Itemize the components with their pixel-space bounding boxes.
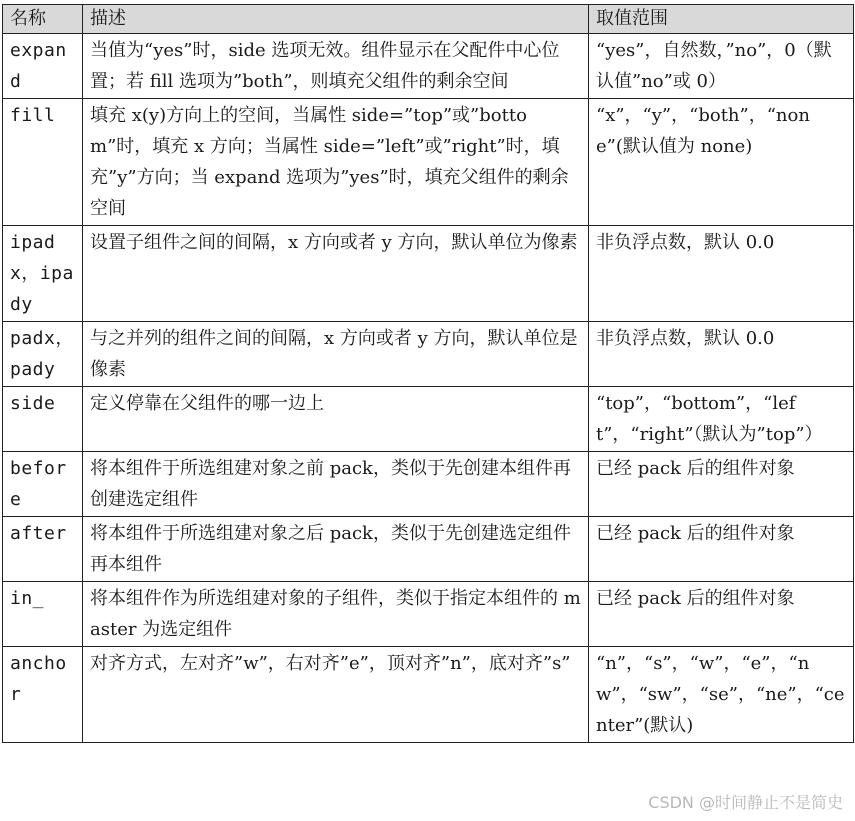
option-description: 将本组件于所选组建对象之后 pack，类似于先创建选定组件再本组件	[83, 517, 589, 582]
table-row	[3, 34, 854, 99]
option-description: 与之并列的组件之间的间隔，x 方向或者 y 方向，默认单位是像素	[83, 322, 589, 387]
table-row	[3, 226, 854, 322]
option-range: 非负浮点数，默认 0.0	[589, 226, 854, 322]
option-range: 已经 pack 后的组件对象	[589, 517, 854, 582]
option-name: before	[3, 452, 83, 517]
header-name: 名称	[3, 5, 83, 34]
option-description: 填充 x(y)方向上的空间，当属性 side=”top”或”bottom”时，填充 x 方向；当属性 side=”left”或”right”时，填充”y”方向；当 expand 选项为”yes”时，填充父组件的剩余空间	[83, 99, 589, 226]
table-row	[3, 647, 854, 743]
option-range: 非负浮点数，默认 0.0	[589, 322, 854, 387]
table-row	[3, 517, 854, 582]
option-description: 定义停靠在父组件的哪一边上	[83, 387, 589, 452]
option-range: “top”，“bottom”，“left”，“right”（默认为”top”）	[589, 387, 854, 452]
option-description: 对齐方式，左对齐”w”，右对齐”e”，顶对齐”n”，底对齐”s”	[83, 647, 589, 743]
option-description: 将本组件于所选组建对象之前 pack，类似于先创建本组件再创建选定组件	[83, 452, 589, 517]
option-name: expand	[3, 34, 83, 99]
watermark: CSDN @时间静止不是简史	[648, 793, 843, 812]
option-name: after	[3, 517, 83, 582]
table-row	[3, 387, 854, 452]
option-name: ipadx，ipady	[3, 226, 83, 322]
option-description: 当值为“yes”时，side 选项无效。组件显示在父配件中心位置；若 fill 选项为”both”，则填充父组件的剩余空间	[83, 34, 589, 99]
header-row	[3, 5, 854, 34]
pack-options-table	[2, 4, 854, 743]
option-name: in_	[3, 582, 83, 647]
option-range: 已经 pack 后的组件对象	[589, 452, 854, 517]
option-name: fill	[3, 99, 83, 226]
table-row	[3, 452, 854, 517]
header-range: 取值范围	[589, 5, 854, 34]
option-range: “yes”，自然数，”no”，0（默认值”no”或 0）	[589, 34, 854, 99]
option-name: side	[3, 387, 83, 452]
option-range: “x”，“y”，“both”，“none”(默认值为 none)	[589, 99, 854, 226]
option-range: 已经 pack 后的组件对象	[589, 582, 854, 647]
table-row	[3, 322, 854, 387]
header-description: 描述	[83, 5, 589, 34]
option-range: “n”，“s”，“w”，“e”，“nw”，“sw”，“se”，“ne”，“center”(默认)	[589, 647, 854, 743]
option-description: 设置子组件之间的间隔，x 方向或者 y 方向，默认单位为像素	[83, 226, 589, 322]
option-name: anchor	[3, 647, 83, 743]
option-name: padx，pady	[3, 322, 83, 387]
table-row	[3, 582, 854, 647]
option-description: 将本组件作为所选组建对象的子组件，类似于指定本组件的 master 为选定组件	[83, 582, 589, 647]
table-row	[3, 99, 854, 226]
